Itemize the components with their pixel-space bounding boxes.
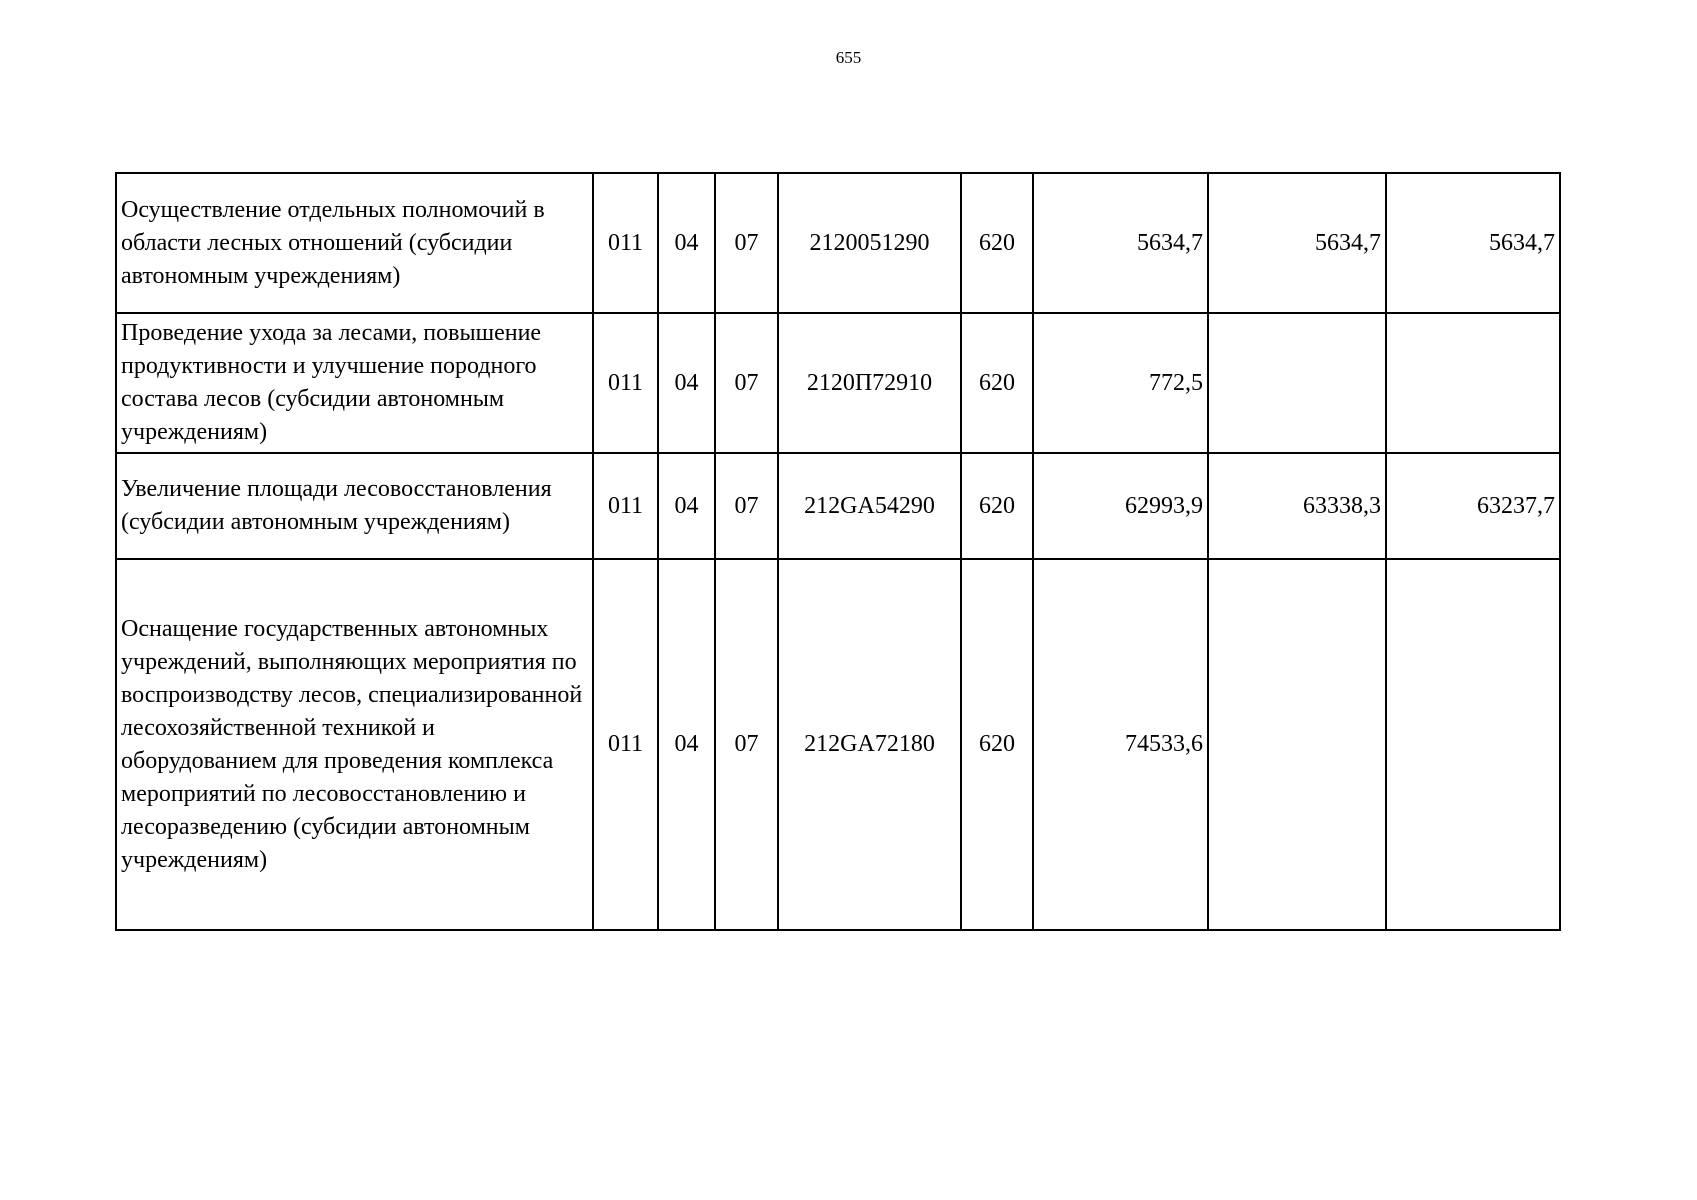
ministry-code: 011 [593,313,658,453]
amount-year-2: 5634,7 [1208,173,1386,313]
amount-year-3: 5634,7 [1386,173,1560,313]
amount-year-3 [1386,313,1560,453]
amount-year-1: 62993,9 [1033,453,1208,559]
amount-year-2 [1208,559,1386,930]
subsection-code: 07 [715,173,778,313]
row-name: Осуществление отдельных полномочий в области лесных отношений (субсидии автономным учреждениям) [116,173,593,313]
table-row [116,173,1560,313]
amount-year-3 [1386,559,1560,930]
table-row [116,313,1560,453]
section-code: 04 [658,173,715,313]
ministry-code: 011 [593,559,658,930]
amount-year-3: 63237,7 [1386,453,1560,559]
amount-year-1: 74533,6 [1033,559,1208,930]
expense-type-code: 620 [961,313,1033,453]
section-code: 04 [658,559,715,930]
target-article-code: 2120П72910 [778,313,961,453]
ministry-code: 011 [593,453,658,559]
section-code: 04 [658,453,715,559]
row-name: Проведение ухода за лесами, повышение продуктивности и улучшение породного состава лесов (субсидии автономным учреждениям) [116,313,593,453]
expense-type-code: 620 [961,559,1033,930]
target-article-code: 2120051290 [778,173,961,313]
budget-table [115,172,1561,931]
table-row [116,453,1560,559]
target-article-code: 212GA72180 [778,559,961,930]
subsection-code: 07 [715,559,778,930]
row-name: Увеличение площади лесовосстановления (субсидии автономным учреждениям) [116,453,593,559]
expense-type-code: 620 [961,453,1033,559]
amount-year-1: 5634,7 [1033,173,1208,313]
amount-year-2: 63338,3 [1208,453,1386,559]
table-row [116,559,1560,930]
amount-year-2 [1208,313,1386,453]
page-number: 655 [835,48,862,67]
row-name: Оснащение государственных автономных учреждений, выполняющих мероприятия по воспроизводству лесов, специализированной лесохозяйственной техникой и оборудованием для проведения комплекса мероприятий по лесовосстановлению и лесоразведению (субсидии автономным учреждениям) [116,559,593,930]
subsection-code: 07 [715,313,778,453]
ministry-code: 011 [593,173,658,313]
section-code: 04 [658,313,715,453]
expense-type-code: 620 [961,173,1033,313]
amount-year-1: 772,5 [1033,313,1208,453]
subsection-code: 07 [715,453,778,559]
target-article-code: 212GA54290 [778,453,961,559]
